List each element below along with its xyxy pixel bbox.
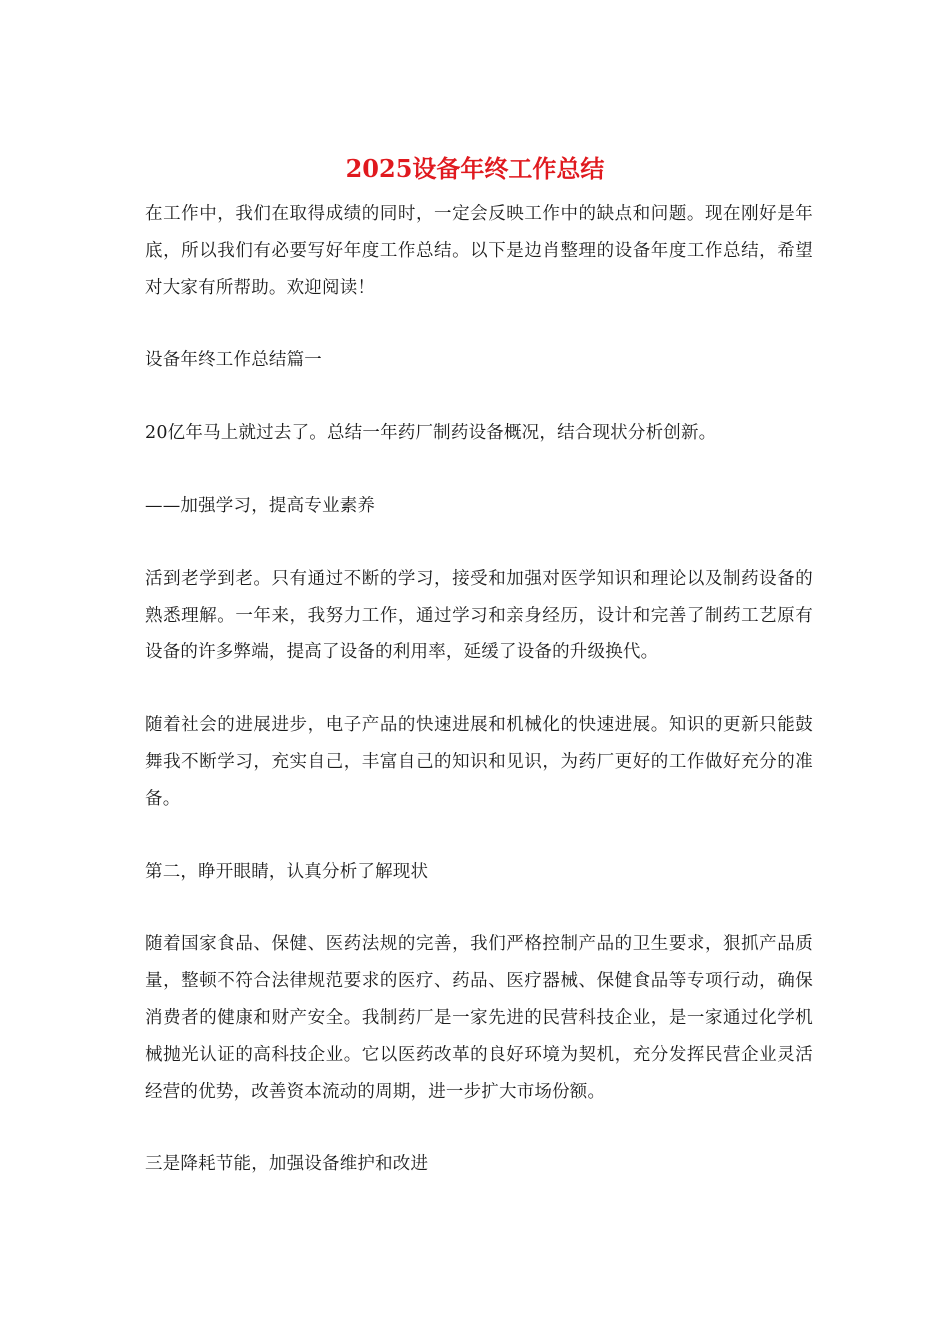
- body-paragraph: 20亿年马上就过去了。总结一年药厂制药设备概况，结合现状分析创新。: [145, 423, 717, 444]
- intro-paragraph: 在工作中，我们在取得成绩的同时，一定会反映工作中的缺点和问题。现在刚好是年底，所以我们有必要写好年度工作总结。以下是边肖整理的设备年度工作总结，希望对大家有所帮助。欢迎阅读！: [145, 204, 813, 298]
- section-heading-part-one: 设备年终工作总结篇一: [145, 350, 322, 371]
- body-paragraph: 随着社会的进展进步，电子产品的快速进展和机械化的快速进展。知识的更新只能鼓舞我不断学习，充实自己，丰富自己的知识和见识，为药厂更好的工作做好充分的准备。: [145, 715, 813, 809]
- subheading-analysis: 第二，睁开眼睛，认真分析了解现状: [145, 861, 429, 882]
- subheading-study: ——加强学习，提高专业素养: [145, 495, 376, 516]
- body-paragraph: 活到老学到老。只有通过不断的学习，接受和加强对医学知识和理论以及制药设备的熟悉理解。一年来，我努力工作，通过学习和亲身经历，设计和完善了制药工艺原有设备的许多弊端，提高了设备的利用率，延缓了设备的升级换代。: [145, 568, 813, 663]
- document-title: 2025设备年终工作总结: [345, 154, 605, 183]
- subheading-energy-saving: 三是降耗节能，加强设备维护和改进: [145, 1154, 429, 1175]
- body-paragraph: 随着国家食品、保健、医药法规的完善，我们严格控制产品的卫生要求，狠抓产品质量，整顿不符合法律规范要求的医疗、药品、医疗器械、保健食品等专项行动，确保消费者的健康和财产安全。我制药厂是一家先进的民营科技企业，是一家通过化学机械抛光认证的高科技企业。它以医药改革的良好环境为契机，充分发挥民营企业灵活经营的优势，改善资本流动的周期，进一步扩大市场份额。: [145, 934, 813, 1102]
- document-body: [145, 196, 813, 1219]
